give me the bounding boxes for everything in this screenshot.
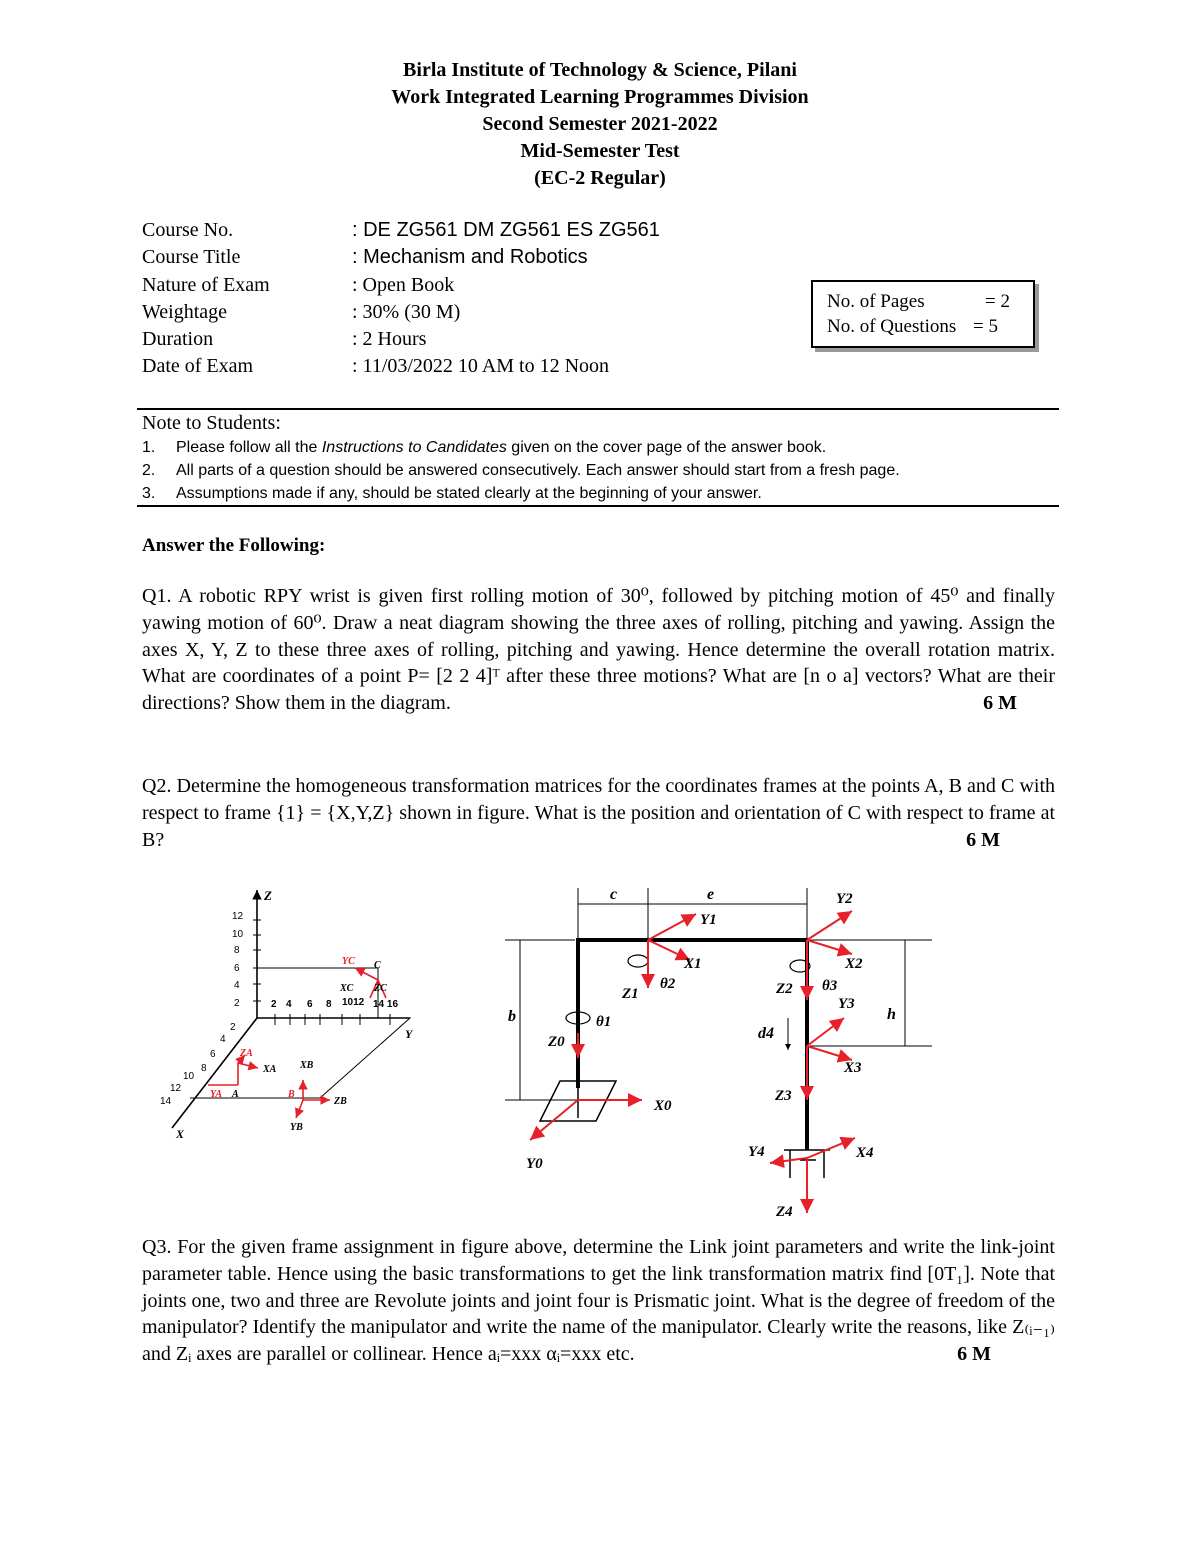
svg-text:h: h [887,1006,896,1023]
y-tick-labels [271,997,398,1010]
svg-text:4: 4 [234,980,240,991]
svg-text:YA: YA [210,1089,223,1100]
svg-text:Z4: Z4 [776,1204,793,1220]
info-value: : DE ZG561 DM ZG561 ES ZG561 [352,219,660,241]
svg-text:8: 8 [326,999,332,1010]
svg-text:θ1: θ1 [596,1014,612,1030]
info-label: Nature of Exam [142,274,270,296]
svg-text:C: C [374,960,381,971]
svg-text:XB: XB [300,1060,314,1071]
svg-text:10: 10 [183,1071,195,1082]
institute-name: Birla Institute of Technology & Science, Pilani [403,59,797,81]
svg-text:B: B [288,1089,295,1100]
svg-text:8: 8 [201,1063,207,1074]
question-1 [142,583,1055,717]
svg-text:6: 6 [210,1049,216,1060]
svg-text:YB: YB [290,1122,303,1133]
pages-label: No. of Pages [827,291,925,312]
svg-text:12: 12 [170,1083,182,1094]
notes-title: Note to Students: [142,412,281,434]
question-text: Q2. Determine the homogeneous transformation matrices for the coordinates frames at the points A, B and C with respect to frame {1} = {X,Y,Z} shown in figure. What is the position and orientation of C with respect to frame at B? [142,775,1055,851]
svg-text:Y1: Y1 [700,912,717,928]
info-label: Date of Exam [142,355,254,377]
svg-text:d4: d4 [758,1025,774,1042]
svg-text:6: 6 [234,963,240,974]
semester: Second Semester 2021-2022 [482,113,718,135]
svg-text:X3: X3 [844,1060,862,1076]
dimension-lines [505,888,932,1100]
question-2 [142,773,1055,853]
figure-manipulator [500,878,940,1223]
questions-value: = 5 [973,316,998,337]
pages-value: = 2 [985,291,1010,312]
svg-text:Y2: Y2 [836,891,853,907]
page-count-box [811,280,1035,348]
note-item: 3. Assumptions made if any, should be stated clearly at the beginning of your answer. [142,485,762,502]
info-value: : Mechanism and Robotics [352,246,588,268]
svg-text:X4: X4 [856,1145,874,1161]
test-type: (EC-2 Regular) [534,167,666,189]
info-label: Course Title [142,246,241,268]
svg-text:X2: X2 [845,956,863,972]
question-text: Q1. A robotic RPY wrist is given first rolling motion of 30⁰, followed by pitching motion of 45⁰ and finally yawing motion of 60⁰. Draw a neat diagram showing the three axes of rolling, pitching and yawing. Assign the axes X, Y, Z to these three axes of rolling, pitching and yawing. Hence determine the overall rotation matrix. What are coordinates of a point P= [2 2 4]ᵀ after these three motions? What are [n o a] vectors? What are their directions? Show them in the diagram. [142,585,1055,715]
frame-c-labels [339,956,387,994]
divider [137,408,1059,410]
divider [137,505,1059,507]
axis-label-z: Z [264,888,272,903]
svg-text:Z1: Z1 [622,986,639,1002]
info-value: : 11/03/2022 10 AM to 12 Noon [352,355,610,377]
svg-text:14: 14 [160,1096,172,1107]
svg-text:12: 12 [232,911,244,922]
info-label: Duration [142,328,214,350]
svg-text:X0: X0 [654,1098,672,1114]
svg-text:θ3: θ3 [822,978,838,994]
note-item: 1. Please follow all the Instructions to Candidates given on the cover page of the answer book. [142,439,827,456]
svg-text:Y4: Y4 [748,1144,765,1160]
svg-text:10: 10 [232,929,244,940]
question-3 [142,1234,1055,1368]
svg-text:8: 8 [234,945,240,956]
info-label: Course No. [142,219,234,241]
svg-text:ZA: ZA [240,1048,253,1059]
division-name: Work Integrated Learning Programmes Division [391,86,809,108]
test-name: Mid-Semester Test [520,140,680,162]
base-plane [190,1018,410,1098]
svg-text:XC: XC [340,983,354,994]
question-text: Q3. For the given frame assignment in figure above, determine the Link joint parameters and write the link-joint parameter table. Hence using the basic transformations to get the link transformation matrix find [0T₁]. Note that joints one, two and three are Revolute joints and joint four is Prismatic joint. What is the degree of freedom of the manipulator? Identify the manipulator and write the name of the manipulator. Clearly write the reasons, like Z₍ᵢ₋₁₎ and Zᵢ axes are parallel or collinear. Hence aᵢ=xxx αᵢ=xxx etc. [142,1236,1055,1366]
c-guide [257,968,378,1018]
frame-b-arrows [296,1080,330,1118]
svg-text:4: 4 [286,999,292,1010]
svg-text:YC: YC [342,956,355,967]
svg-text:1012: 1012 [342,997,365,1008]
svg-text:θ2: θ2 [660,976,676,992]
svg-text:4: 4 [220,1034,226,1045]
question-marks: 6 M [966,828,1000,851]
info-value: : Open Book [352,274,455,296]
svg-text:Y0: Y0 [526,1156,543,1172]
svg-text:e: e [707,886,715,903]
svg-text:6: 6 [307,999,313,1010]
svg-text:Y3: Y3 [838,996,855,1012]
question-marks: 6 M [983,692,1017,715]
svg-text:2: 2 [271,999,277,1010]
svg-text:A: A [232,1089,239,1100]
axis-label-y: Y [405,1027,413,1041]
z-tick-labels [232,911,244,1009]
questions-label: No. of Questions [827,316,957,337]
note-item: 2. All parts of a question should be answered consecutively. Each answer should start from a fresh page. [142,462,900,479]
figure-frames-abc [160,880,450,1140]
frame-b-labels [287,1060,347,1133]
svg-text:ZB: ZB [334,1096,347,1107]
frame-a-labels [210,1048,277,1100]
info-value: : 30% (30 M) [352,301,461,323]
svg-text:2: 2 [230,1022,236,1033]
question-marks: 6 M [957,1343,991,1366]
svg-text:b: b [508,1008,516,1025]
info-value: : 2 Hours [352,328,427,350]
svg-text:14 16: 14 16 [373,999,399,1010]
svg-text:Z3: Z3 [775,1088,792,1104]
svg-text:XA: XA [263,1064,277,1075]
svg-text:2: 2 [234,998,240,1009]
axis-label-x: X [176,1127,185,1140]
info-label: Weightage [142,301,228,323]
answer-heading: Answer the Following: [142,535,326,556]
svg-text:ZC: ZC [374,983,387,994]
svg-text:c: c [610,886,618,903]
svg-text:X1: X1 [684,956,702,972]
svg-text:Z0: Z0 [548,1034,565,1050]
svg-text:Z2: Z2 [776,981,793,997]
